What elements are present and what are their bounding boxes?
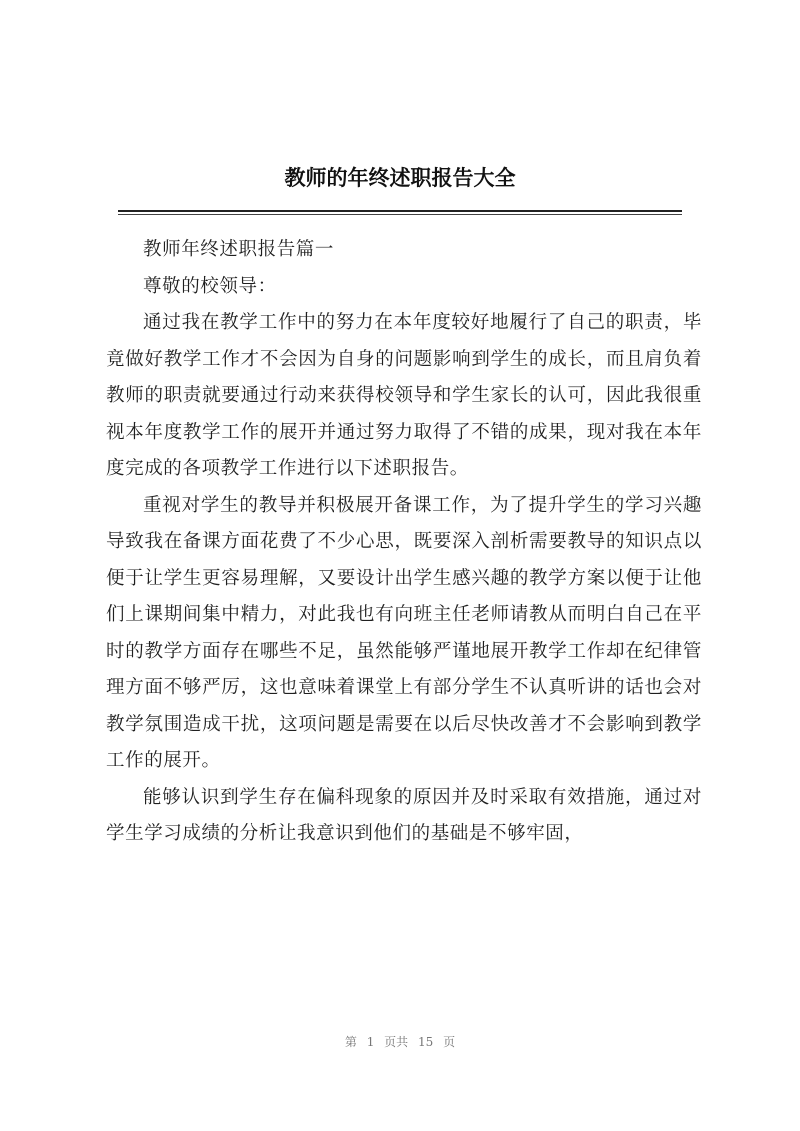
page-label-suffix: 页	[443, 1035, 456, 1049]
current-page-number: 1	[366, 1035, 375, 1049]
page-label-mid: 页共	[384, 1035, 409, 1049]
page-label-prefix: 第	[344, 1035, 357, 1049]
title-divider	[118, 210, 682, 212]
body-paragraph: 通过我在教学工作中的努力在本年度较好地履行了自己的职责，毕竟做好教学工作才不会因为自身的问题影响到学生的成长，而且肩负着教师的职责就要通过行动来获得校领导和学生家长的认可，因此我很重视本年度教学工作的展开并通过努力取得了不错的成果，现对我在本年度完成的各项教学工作进行以下述职报告。	[106, 312, 702, 479]
page-footer	[0, 1033, 800, 1050]
total-pages-number: 15	[418, 1035, 434, 1049]
body-paragraph: 能够认识到学生存在偏科现象的原因并及时采取有效措施，通过对学生学习成绩的分析让我意识到他们的基础是不够牢固，	[106, 786, 702, 844]
salutation: 尊敬的校领导：	[143, 275, 277, 297]
document-body	[106, 232, 702, 853]
body-paragraph: 重视对学生的教导并积极展开备课工作，为了提升学生的学习兴趣导致我在备课方面花费了不少心思，既要深入剖析需要教导的知识点以便于让学生更容易理解，又要设计出学生感兴趣的教学方案以便于让他们上课期间集中精力，对此我也有向班主任老师请教从而明白自己在平时的教学方面存在哪些不足，虽然能够严谨地展开教学工作却在纪律管理方面不够严厉，这也意味着课堂上有部分学生不认真听讲的话也会对教学氛围造成干扰，这项问题是需要在以后尽快改善才不会影响到教学工作的展开。	[106, 494, 702, 771]
section-heading: 教师年终述职报告篇一	[143, 239, 335, 260]
page-title: 教师的年终述职报告大全	[284, 166, 516, 190]
